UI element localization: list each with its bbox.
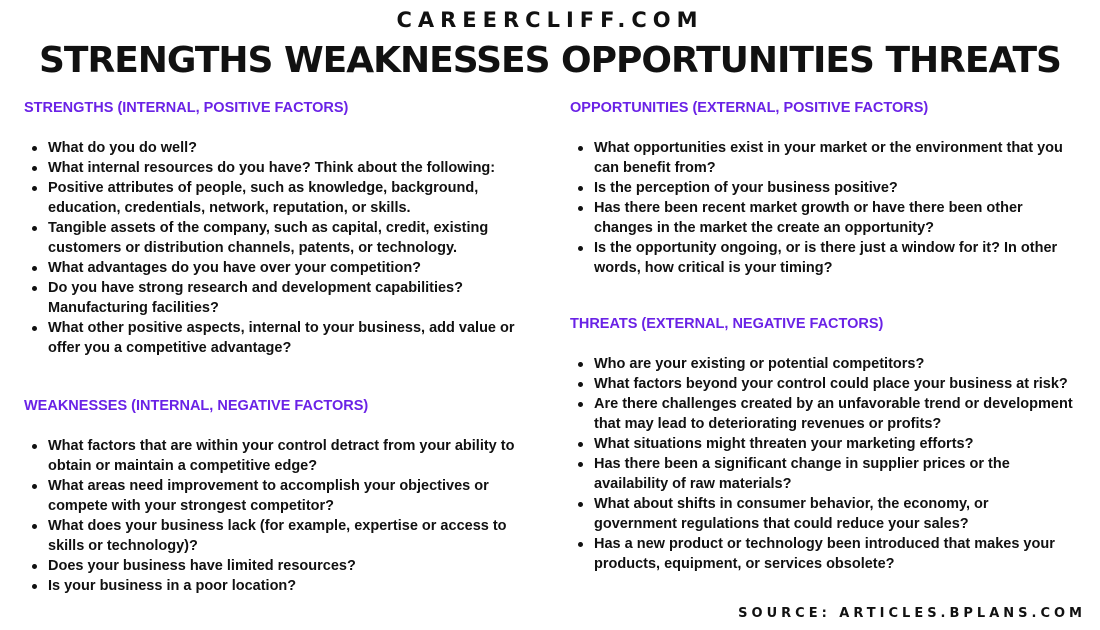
weaknesses-heading: WEAKNESSES (INTERNAL, NEGATIVE FACTORS) bbox=[24, 398, 369, 414]
strengths-item: What do you do well? bbox=[24, 138, 529, 158]
strengths-item: What other positive aspects, internal to your business, add value or offer you a competitive advantage? bbox=[24, 318, 529, 358]
threats-item: What situations might threaten your marketing efforts? bbox=[570, 434, 1075, 454]
weaknesses-item: Does your business have limited resources? bbox=[24, 556, 529, 576]
threats-list bbox=[570, 354, 1075, 574]
weaknesses-list bbox=[24, 436, 529, 596]
strengths-section bbox=[24, 98, 529, 358]
weaknesses-section bbox=[24, 396, 529, 596]
opportunities-item: Is the opportunity ongoing, or is there just a window for it? In other words, how critical is your timing? bbox=[570, 238, 1075, 278]
opportunities-item: Has there been recent market growth or have there been other changes in the market the create an opportunity? bbox=[570, 198, 1075, 238]
threats-section bbox=[570, 314, 1075, 574]
source-credit: SOURCE: ARTICLES.BPLANS.COM bbox=[738, 606, 1086, 621]
opportunities-item: Is the perception of your business positive? bbox=[570, 178, 1075, 198]
strengths-item: Positive attributes of people, such as knowledge, background, education, credentials, network, reputation, or skills. bbox=[24, 178, 529, 218]
weaknesses-item: What areas need improvement to accomplish your objectives or compete with your strongest competitor? bbox=[24, 476, 529, 516]
threats-item: Has a new product or technology been introduced that makes your products, equipment, or services obsolete? bbox=[570, 534, 1075, 574]
left-column bbox=[24, 98, 529, 596]
weaknesses-item: Is your business in a poor location? bbox=[24, 576, 529, 596]
strengths-heading: STRENGTHS (INTERNAL, POSITIVE FACTORS) bbox=[24, 100, 349, 116]
threats-item: Are there challenges created by an unfavorable trend or development that may lead to deteriorating revenues or profits? bbox=[570, 394, 1075, 434]
opportunities-heading: OPPORTUNITIES (EXTERNAL, POSITIVE FACTORS) bbox=[570, 100, 929, 116]
strengths-item: What advantages do you have over your competition? bbox=[24, 258, 529, 278]
page-title: STRENGTHS WEAKNESSES OPPORTUNITIES THREATS bbox=[38, 40, 1061, 81]
opportunities-list bbox=[570, 138, 1075, 278]
threats-item: What about shifts in consumer behavior, the economy, or government regulations that could reduce your sales? bbox=[570, 494, 1075, 534]
right-column bbox=[570, 98, 1075, 574]
opportunities-item: What opportunities exist in your market or the environment that you can benefit from? bbox=[570, 138, 1075, 178]
threats-heading: THREATS (EXTERNAL, NEGATIVE FACTORS) bbox=[570, 316, 884, 332]
weaknesses-item: What does your business lack (for example, expertise or access to skills or technology)? bbox=[24, 516, 529, 556]
brand-title: CAREERCLIFF.COM bbox=[396, 8, 704, 32]
strengths-item: What internal resources do you have? Think about the following: bbox=[24, 158, 529, 178]
threats-item: What factors beyond your control could place your business at risk? bbox=[570, 374, 1075, 394]
weaknesses-item: What factors that are within your control detract from your ability to obtain or maintain a competitive edge? bbox=[24, 436, 529, 476]
threats-item: Has there been a significant change in supplier prices or the availability of raw materials? bbox=[570, 454, 1075, 494]
strengths-list bbox=[24, 138, 529, 358]
opportunities-section bbox=[570, 98, 1075, 278]
strengths-item: Do you have strong research and development capabilities? Manufacturing facilities? bbox=[24, 278, 529, 318]
threats-item: Who are your existing or potential competitors? bbox=[570, 354, 1075, 374]
strengths-item: Tangible assets of the company, such as capital, credit, existing customers or distribution channels, patents, or technology. bbox=[24, 218, 529, 258]
